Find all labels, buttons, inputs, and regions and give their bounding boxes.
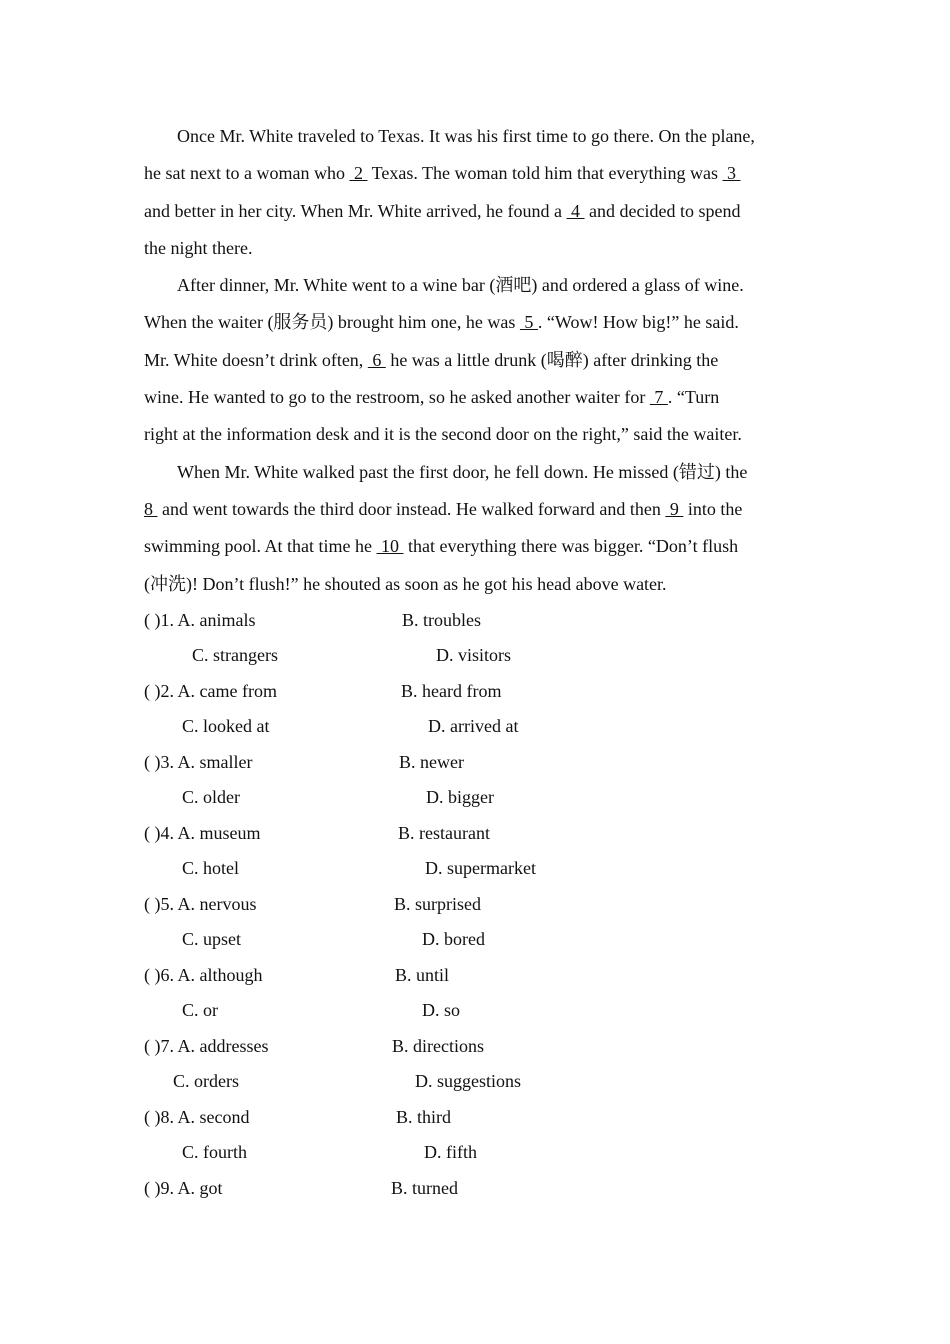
passage-paragraph [144, 454, 804, 603]
question-row [144, 1029, 804, 1065]
option-d: D. bigger [426, 787, 494, 808]
question-row [144, 638, 804, 674]
passage-line [144, 118, 804, 155]
option-c: C. fourth [182, 1142, 247, 1163]
option-b: B. heard from [401, 680, 502, 701]
passage-text: he sat next to a woman who [144, 163, 350, 184]
passage-text: the night there. [144, 237, 253, 258]
option-b: B. turned [391, 1177, 458, 1198]
passage-line [144, 342, 804, 379]
question-row [144, 1135, 804, 1171]
option-d: D. bored [422, 929, 485, 950]
option-c: C. upset [182, 929, 242, 950]
answer-blank: 10 [376, 536, 404, 557]
option-b: B. newer [399, 751, 464, 772]
passage-line [144, 454, 804, 491]
question-row [144, 674, 804, 710]
option-b: B. until [395, 964, 450, 985]
passage-text: When the waiter (服务员) brought him one, he was [144, 312, 520, 333]
option-d: D. arrived at [428, 716, 519, 737]
option-c: C. or [182, 1000, 218, 1021]
question-label-option-a: ( )5. A. nervous [144, 893, 257, 914]
passage-text: he was a little drunk (喝醉) after drinking the [385, 349, 719, 370]
answer-blank: 9 [665, 498, 684, 519]
option-d: D. visitors [436, 645, 512, 666]
passage-text: (冲洗)! Don’t flush!” he shouted as soon as he got his head above water. [144, 573, 667, 594]
passage-text: and went towards the third door instead. He walked forward and then [157, 498, 666, 519]
question-row [144, 887, 804, 923]
option-c: C. hotel [182, 858, 239, 879]
question-label-option-a: ( )9. A. got [144, 1177, 223, 1198]
passage-text: . “Wow! How big!” he said. [537, 312, 739, 333]
question-list [144, 603, 804, 1207]
question-row [144, 709, 804, 745]
passage-line [144, 528, 804, 565]
passage-text: After dinner, Mr. White went to a wine bar (酒吧) and ordered a glass of wine. [177, 275, 744, 296]
answer-blank: 5 [519, 312, 538, 333]
option-c: C. strangers [192, 645, 278, 666]
option-c: C. looked at [182, 716, 270, 737]
worksheet-page [144, 118, 804, 1206]
passage-text: Texas. The woman told him that everything was [367, 163, 723, 184]
passage-text: Once Mr. White traveled to Texas. It was his first time to go there. On the plane, [177, 126, 755, 146]
question-label-option-a: ( )4. A. museum [144, 822, 261, 843]
option-c: C. older [182, 787, 240, 808]
passage-text: and decided to spend [584, 200, 741, 221]
passage-line [144, 379, 804, 416]
question-label-option-a: ( )8. A. second [144, 1106, 250, 1127]
option-b: B. directions [392, 1035, 484, 1056]
option-b: B. troubles [402, 609, 481, 630]
question-row [144, 993, 804, 1029]
passage-paragraph [144, 267, 804, 453]
passage-line [144, 566, 804, 603]
question-row [144, 745, 804, 781]
passage-text: swimming pool. At that time he [144, 536, 377, 557]
question-row [144, 603, 804, 639]
answer-blank: 6 [367, 349, 386, 370]
option-b: B. surprised [394, 893, 481, 914]
passage-line [144, 267, 804, 304]
question-row [144, 1064, 804, 1100]
option-b: B. third [396, 1106, 452, 1127]
question-row [144, 922, 804, 958]
passage-line [144, 230, 804, 267]
question-row [144, 816, 804, 852]
option-d: D. fifth [424, 1142, 477, 1163]
answer-blank: 4 [566, 200, 585, 221]
option-b: B. restaurant [398, 822, 490, 843]
passage-paragraph [144, 118, 804, 267]
answer-blank: 7 [649, 387, 668, 408]
passage-text: When Mr. White walked past the first door, he fell down. He missed (错过) the [177, 461, 748, 482]
passage-line [144, 304, 804, 341]
question-label-option-a: ( )7. A. addresses [144, 1035, 269, 1056]
passage-text: wine. He wanted to go to the restroom, so he asked another waiter for [144, 387, 650, 408]
passage-line [144, 416, 804, 453]
passage-line [144, 155, 804, 192]
question-row [144, 780, 804, 816]
question-label-option-a: ( )3. A. smaller [144, 751, 253, 772]
question-row [144, 1100, 804, 1136]
question-row [144, 958, 804, 994]
option-d: D. so [422, 1000, 461, 1021]
passage-text: Mr. White doesn’t drink often, [144, 349, 368, 370]
question-label-option-a: ( )2. A. came from [144, 680, 277, 701]
cloze-passage [144, 118, 804, 603]
question-row [144, 1171, 804, 1207]
passage-line [144, 193, 804, 230]
option-d: D. suggestions [415, 1071, 522, 1092]
question-row [144, 851, 804, 887]
answer-blank: 2 [349, 163, 368, 184]
passage-text: right at the information desk and it is the second door on the right,” said the waiter. [144, 424, 742, 445]
answer-blank: 8 [144, 498, 158, 519]
passage-text: and better in her city. When Mr. White arrived, he found a [144, 200, 567, 221]
option-c: C. orders [173, 1071, 239, 1092]
option-d: D. supermarket [425, 858, 536, 879]
passage-text: . “Turn [667, 387, 720, 408]
passage-text: into the [683, 498, 743, 519]
question-label-option-a: ( )1. A. animals [144, 609, 256, 630]
answer-blank: 3 [722, 163, 741, 184]
passage-text: that everything there was bigger. “Don’t flush [403, 536, 739, 557]
passage-line [144, 491, 804, 528]
question-label-option-a: ( )6. A. although [144, 964, 263, 985]
